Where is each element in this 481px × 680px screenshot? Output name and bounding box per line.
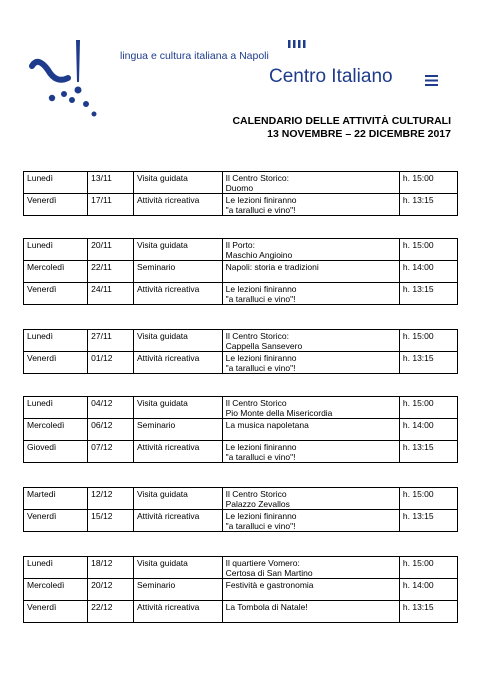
description-cell (222, 239, 399, 261)
table-row (24, 601, 458, 623)
week-table (23, 238, 458, 305)
time-cell: h. 13:15 (399, 352, 457, 374)
description-cell (222, 352, 399, 374)
week-table (23, 556, 458, 623)
time-cell: h. 13:15 (399, 601, 457, 623)
date-cell: 12/12 (88, 488, 134, 510)
description-cell (222, 330, 399, 352)
description-line-1: La musica napoletana (225, 420, 309, 430)
description-cell (222, 261, 399, 283)
day-cell: Venerdì (24, 352, 88, 374)
day-cell: Giovedì (24, 441, 88, 463)
date-cell: 13/11 (88, 172, 134, 194)
date-cell: 01/12 (88, 352, 134, 374)
day-cell: Venerdì (24, 194, 88, 216)
description-cell (222, 579, 399, 601)
type-cell: Attività ricreativa (134, 352, 223, 374)
menu-lines-icon (425, 74, 438, 87)
description-cell (222, 488, 399, 510)
type-cell: Visita guidata (134, 488, 223, 510)
date-cell: 17/11 (88, 194, 134, 216)
description-line-2: Maschio Angioino (225, 250, 293, 260)
description-cell (222, 557, 399, 579)
description-line-2: "a taralluci e vino"! (225, 452, 296, 462)
week-table (23, 396, 458, 463)
table-row (24, 261, 458, 283)
description-line-1: Il Centro Storico: (225, 173, 289, 183)
type-cell: Attività ricreativa (134, 441, 223, 463)
table-row (24, 330, 458, 352)
description-cell (222, 283, 399, 305)
table-row (24, 557, 458, 579)
description-cell (222, 172, 399, 194)
date-cell: 22/11 (88, 261, 134, 283)
date-cell: 04/12 (88, 397, 134, 419)
type-cell: Visita guidata (134, 239, 223, 261)
description-line-2: Pio Monte della Misericordia (225, 408, 333, 418)
page-title (232, 115, 451, 141)
description-line-2: "a taralluci e vino"! (225, 294, 296, 304)
day-cell: Lunedì (24, 330, 88, 352)
table-row (24, 397, 458, 419)
day-cell: Lunedì (24, 397, 88, 419)
time-cell: h. 13:15 (399, 194, 457, 216)
description-line-2: Duomo (225, 183, 254, 193)
day-cell: Lunedì (24, 172, 88, 194)
description-line-1: Le lezioni finiranno (225, 195, 297, 205)
description-line-1: Il Centro Storico (225, 489, 287, 499)
day-cell: Mercoledì (24, 419, 88, 441)
time-cell: h. 15:00 (399, 488, 457, 510)
description-cell (222, 397, 399, 419)
date-cell: 06/12 (88, 419, 134, 441)
description-cell (222, 419, 399, 441)
description-line-2: Palazzo Zevallos (225, 499, 290, 509)
description-line-1: Le lezioni finiranno (225, 442, 297, 452)
description-line-1: Il Porto: (225, 240, 255, 250)
description-line-2: Certosa di San Martino (225, 568, 313, 578)
date-cell: 20/11 (88, 239, 134, 261)
decorative-bars-icon (288, 40, 308, 48)
description-cell (222, 194, 399, 216)
table-row (24, 239, 458, 261)
day-cell: Lunedì (24, 239, 88, 261)
week-table (23, 171, 458, 216)
description-line-1: La Tombola di Natale! (225, 602, 308, 612)
description-line-2: Cappella Sansevero (225, 341, 303, 351)
date-cell: 15/12 (88, 510, 134, 532)
type-cell: Visita guidata (134, 397, 223, 419)
day-cell: Lunedì (24, 557, 88, 579)
time-cell: h. 15:00 (399, 397, 457, 419)
description-line-1: Il Centro Storico: (225, 331, 289, 341)
logo-question-mark-icon (28, 36, 100, 120)
day-cell: Mercoledì (24, 261, 88, 283)
description-line-1: Napoli: storia e tradizioni (225, 262, 319, 272)
brand-name: Centro Italiano (269, 66, 393, 87)
date-cell: 20/12 (88, 579, 134, 601)
type-cell: Seminario (134, 579, 223, 601)
type-cell: Visita guidata (134, 330, 223, 352)
day-cell: Mercoledì (24, 579, 88, 601)
table-row (24, 172, 458, 194)
week-table (23, 329, 458, 374)
description-line-1: Le lezioni finiranno (225, 511, 297, 521)
time-cell: h. 13:15 (399, 510, 457, 532)
type-cell: Seminario (134, 419, 223, 441)
description-line-1: Il Centro Storico (225, 398, 287, 408)
date-cell: 24/11 (88, 283, 134, 305)
description-line-1: Il quartiere Vomero: (225, 558, 300, 568)
week-table (23, 487, 458, 532)
time-cell: h. 13:15 (399, 283, 457, 305)
description-cell (222, 441, 399, 463)
day-cell: Venerdì (24, 283, 88, 305)
description-cell (222, 510, 399, 532)
type-cell: Attività ricreativa (134, 601, 223, 623)
table-row (24, 419, 458, 441)
description-line-2: "a taralluci e vino"! (225, 363, 296, 373)
table-row (24, 488, 458, 510)
description-cell (222, 601, 399, 623)
table-row (24, 283, 458, 305)
time-cell: h. 15:00 (399, 330, 457, 352)
day-cell: Martedì (24, 488, 88, 510)
time-cell: h. 15:00 (399, 557, 457, 579)
table-row (24, 194, 458, 216)
description-line-1: Le lezioni finiranno (225, 353, 297, 363)
table-row (24, 510, 458, 532)
type-cell: Visita guidata (134, 172, 223, 194)
type-cell: Visita guidata (134, 557, 223, 579)
date-cell: 27/11 (88, 330, 134, 352)
time-cell: h. 14:00 (399, 261, 457, 283)
time-cell: h. 14:00 (399, 419, 457, 441)
day-cell: Venerdì (24, 601, 88, 623)
title-line-2: 13 NOVEMBRE – 22 DICEMBRE 2017 (267, 128, 451, 140)
table-row (24, 441, 458, 463)
table-row (24, 579, 458, 601)
description-line-2: "a taralluci e vino"! (225, 521, 296, 531)
time-cell: h. 15:00 (399, 239, 457, 261)
type-cell: Attività ricreativa (134, 194, 223, 216)
time-cell: h. 15:00 (399, 172, 457, 194)
date-cell: 18/12 (88, 557, 134, 579)
description-line-1: Festività e gastronomia (225, 580, 314, 590)
time-cell: h. 14:00 (399, 579, 457, 601)
type-cell: Attività ricreativa (134, 510, 223, 532)
day-cell: Venerdì (24, 510, 88, 532)
date-cell: 22/12 (88, 601, 134, 623)
description-line-1: Le lezioni finiranno (225, 284, 297, 294)
table-row (24, 352, 458, 374)
description-line-2: "a taralluci e vino"! (225, 205, 296, 215)
type-cell: Attività ricreativa (134, 283, 223, 305)
title-line-1: CALENDARIO DELLE ATTIVITÀ CULTURALI (232, 115, 451, 127)
date-cell: 07/12 (88, 441, 134, 463)
time-cell: h. 13:15 (399, 441, 457, 463)
tagline: lingua e cultura italiana a Napoli (120, 50, 269, 62)
type-cell: Seminario (134, 261, 223, 283)
